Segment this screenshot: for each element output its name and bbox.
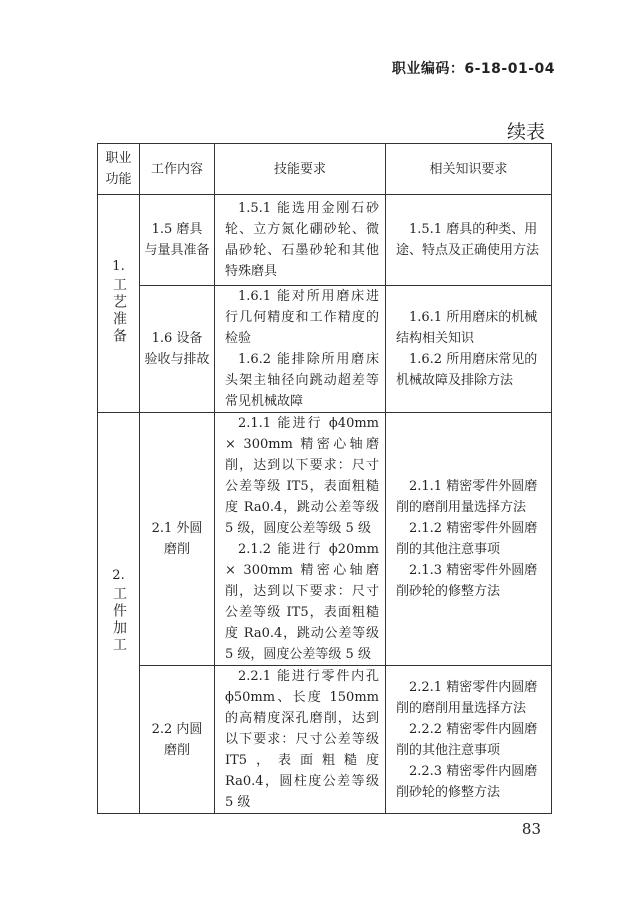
page-number: 83 — [521, 820, 541, 838]
table-row — [98, 666, 552, 814]
knowledge-cell: 1.6.1 所用磨床的机械结构相关知识 1.6.2 所用磨床常见的机械故障及排除方法 — [386, 286, 552, 413]
occupation-code: 职业编码：6-18-01-04 — [391, 61, 555, 77]
work-content-cell: 2.1 外圆 磨削 — [140, 413, 215, 666]
continued-label: 续表 — [506, 121, 545, 143]
skill-cell: 2.1.1 能进行 ϕ40mm × 300mm 精密心轴磨削，达到以下要求：尺寸公差等级 IT5，表面粗糙度 Ra0.4，跳动公差等级 5 级，圆度公差等级 5 级 2.1.2 能进行 ϕ20mm × 300mm 精密心轴磨削，达到以下要求：尺寸公差等级 IT5，表面粗糙度 Ra0.4，跳动公差等级 5 级，圆度公差等级 5 级 — [215, 413, 386, 666]
knowledge-cell: 2.1.1 精密零件外圆磨削的磨削用量选择方法 2.1.2 精密零件外圆磨削的其他注意事项 2.1.3 精密零件外圆磨削砂轮的修整方法 — [386, 413, 552, 666]
skill-cell: 1.6.1 能对所用磨床进行几何精度和工作精度的检验 1.6.2 能排除所用磨床头架主轴径向跳动超差等常见机械故障 — [215, 286, 386, 413]
skills-table — [97, 143, 552, 814]
work-content-cell: 1.5 磨具 与量具准备 — [140, 195, 215, 286]
work-content-cell: 2.2 内圆 磨削 — [140, 666, 215, 814]
knowledge-cell: 1.5.1 磨具的种类、用途、特点及正确使用方法 — [386, 195, 552, 286]
col-header-knowledge: 相关知识要求 — [386, 144, 552, 195]
function-cell: 2. 工件加工 — [98, 413, 140, 814]
col-header-content: 工作内容 — [140, 144, 215, 195]
function-cell: 1. 工艺准备 — [98, 195, 140, 413]
col-header-function: 职业 功能 — [98, 144, 140, 195]
col-header-skills: 技能要求 — [215, 144, 386, 195]
skill-cell: 2.2.1 能进行零件内孔 ϕ50mm、长度 150mm 的高精度深孔磨削，达到以下要求：尺寸公差等级 IT5，表面粗糙度 Ra0.4，圆柱度公差等级 5 级 — [215, 666, 386, 814]
skill-cell: 1.5.1 能选用金刚石砂轮、立方氮化硼砂轮、微晶砂轮、石墨砂轮和其他特殊磨具 — [215, 195, 386, 286]
table-row — [98, 286, 552, 413]
knowledge-cell: 2.2.1 精密零件内圆磨削的磨削用量选择方法 2.2.2 精密零件内圆磨削的其他注意事项 2.2.3 精密零件内圆磨削砂轮的修整方法 — [386, 666, 552, 814]
work-content-cell: 1.6 设备 验收与排故 — [140, 286, 215, 413]
table-row — [98, 195, 552, 286]
table-row — [98, 413, 552, 666]
table-header-row — [98, 144, 552, 195]
